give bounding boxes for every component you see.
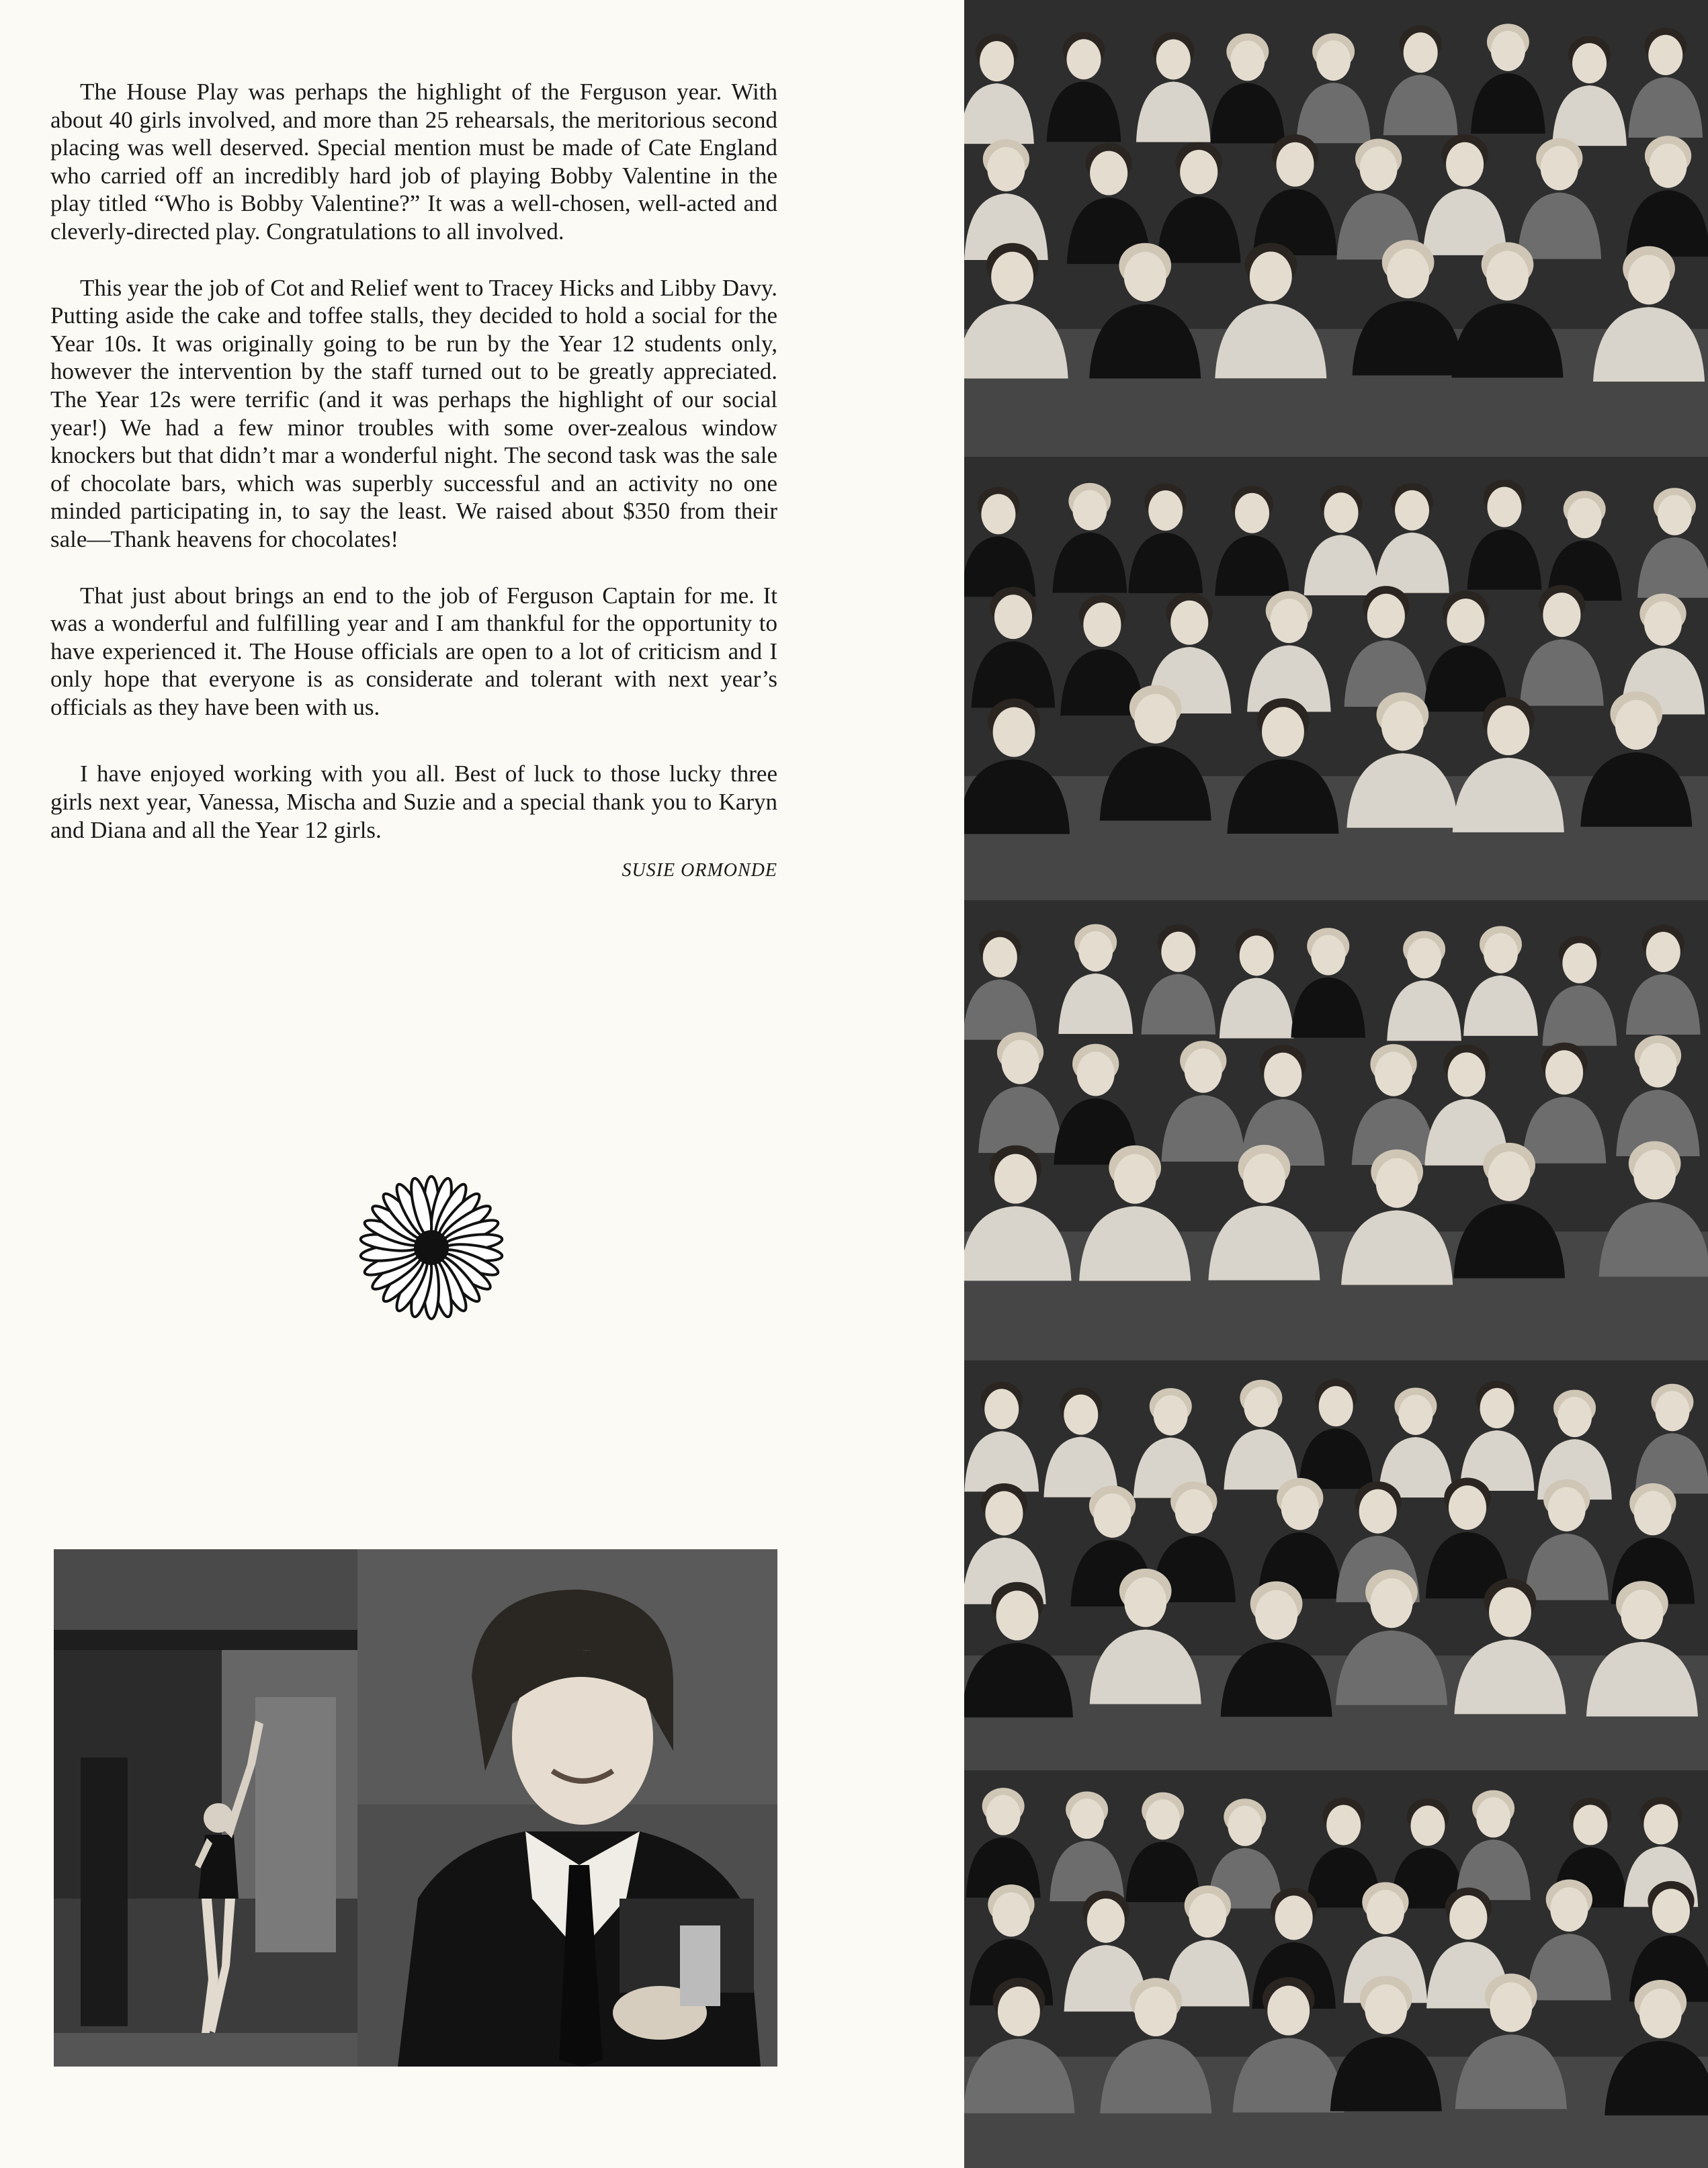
group-photo-1: [964, 0, 1708, 457]
author-signature: SUSIE ORMONDE: [622, 860, 777, 881]
group-photo-5: [964, 1770, 1708, 2168]
gymnast-photo: [54, 1549, 357, 2067]
daisy-flower-icon: [354, 1170, 509, 1325]
paragraph-captain: That just about brings an end to the job of Ferguson Captain for me. It was a wonderful and fulfilling year and I am thankful for the opportunity to have experienced it. The House officials are open to a lot of criticism and I only hope that everyone is as considerate and tolerant with next year’s officials as they have been with us.: [50, 582, 777, 720]
group-photo-3: [964, 900, 1708, 1360]
paragraph-cot-relief: This year the job of Cot and Relief went to Tracey Hicks and Libby Davy. Putting aside the cake and toffee stalls, they decided to hold a social for the Year 10s. It was originally going to be run by the Year 12 students only, however the intervention by the staff turned out to be greatly appreciated. The Year 12s were terrific (and it was perhaps the highlight of our social year!) We had a few minor troubles with some over-zealous window knockers but that didn’t mar a wonderful night. The second task was the sale of chocolate bars, which was superbly successful and an activity no one minded participating in, to say the least. We raised about $350 from their sale—Thank heavens for chocolates!: [50, 274, 777, 552]
student-speaker-photo: [357, 1549, 777, 2067]
group-photo-4: [964, 1360, 1708, 1770]
paragraph-thanks: I have enjoyed working with you all. Best of luck to those lucky three girls next year, Vanessa, Mischa and Suzie and a special thank you to Karyn and Diana and all the Year 12 girls.: [50, 761, 777, 843]
group-photo-2: [964, 457, 1708, 900]
article-body: [50, 78, 777, 881]
paragraph-house-play: The House Play was perhaps the highlight of the Ferguson year. With about 40 girls involved, and more than 25 rehearsals, the meritorious second placing was well deserved. Special mention must be made of Cate England who carried off an incredibly hard job of playing Bobby Valentine in the play titled “Who is Bobby Valentine?” It was a well-chosen, well-acted and cleverly-directed play. Congratulations to all involved.: [50, 79, 777, 245]
